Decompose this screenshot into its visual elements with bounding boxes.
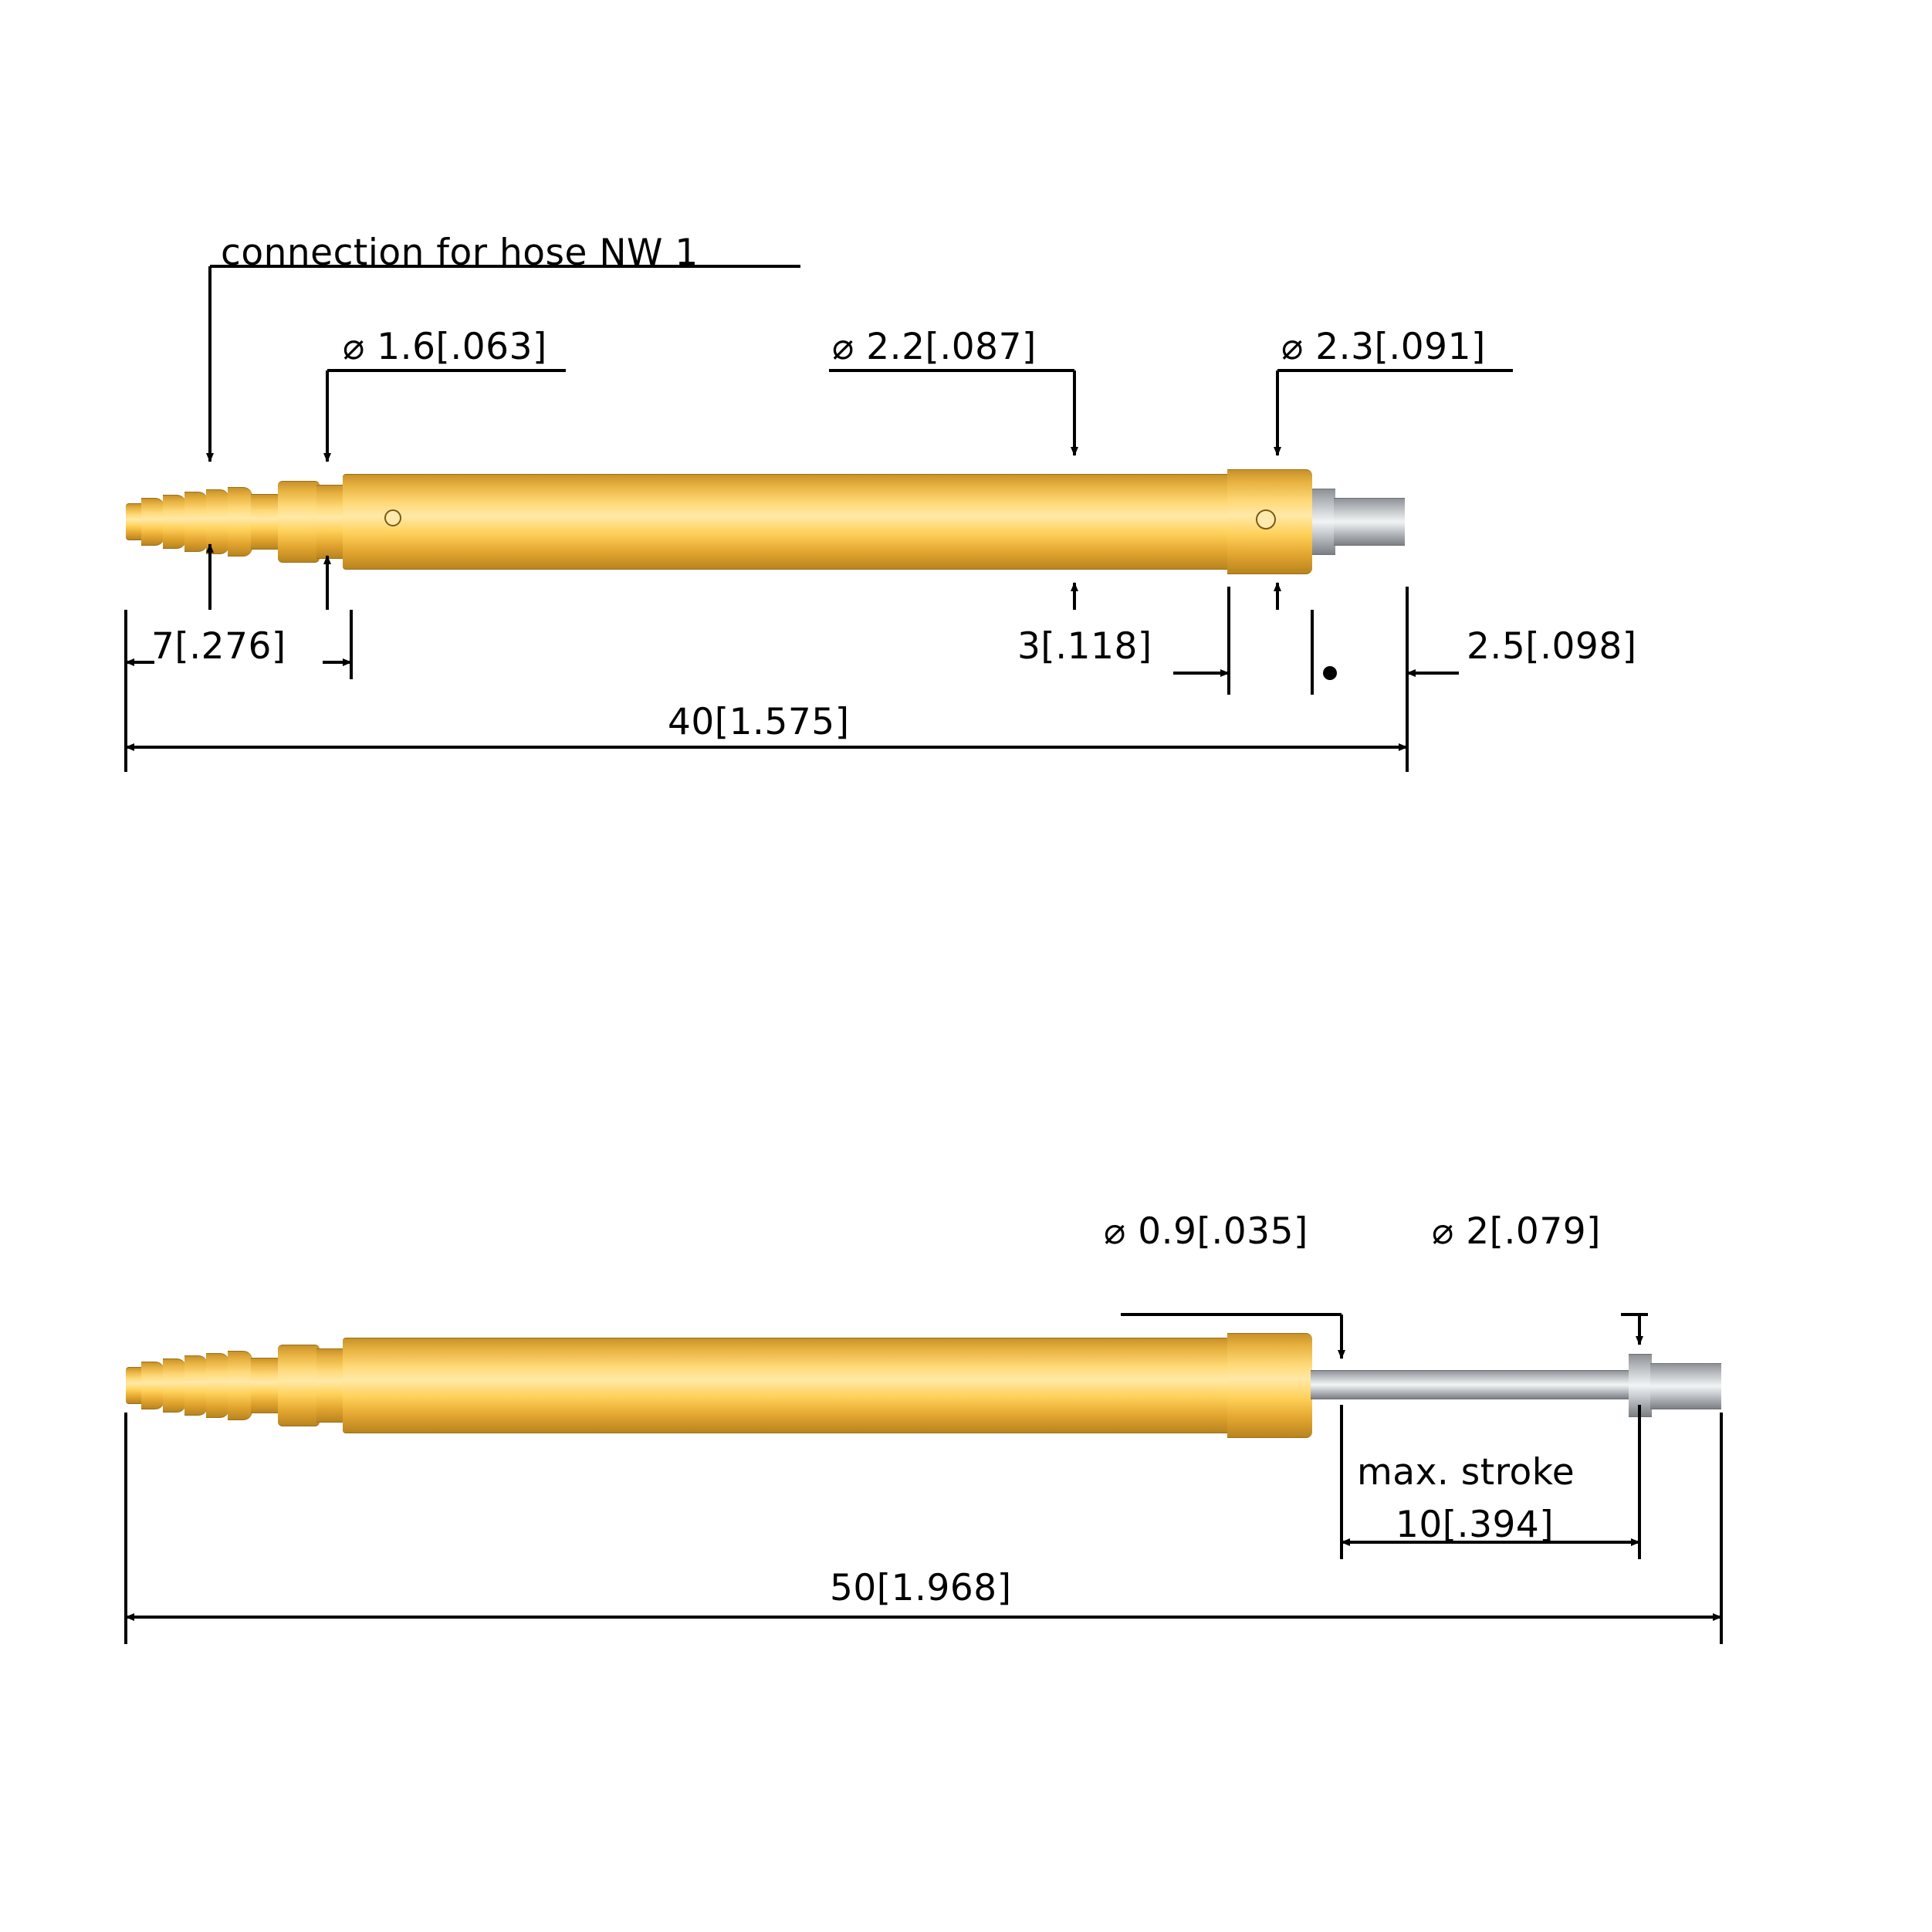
dim-dia-hose-barb: ⌀ 1.6[.063]: [343, 326, 547, 368]
dim-dia-tip-head: ⌀ 2[.079]: [1432, 1210, 1601, 1253]
hose-barb-tip-2: [126, 1367, 143, 1404]
dim-max-stroke-value: 10[.394]: [1396, 1504, 1555, 1546]
hose-barb-rib-1: [141, 498, 164, 546]
dim-len-step: 3[.118]: [1017, 625, 1152, 668]
hose-barb-rib-3-2: [184, 1355, 208, 1416]
hose-barb-rib-2-2: [163, 1358, 186, 1413]
hose-barb-rib-5-2: [228, 1351, 252, 1420]
label-max-stroke: max. stroke: [1357, 1451, 1575, 1494]
crown-tip-base: [1312, 489, 1335, 555]
hose-barb-rib-1-2: [141, 1362, 164, 1409]
hose-barb-rib-5: [228, 487, 252, 557]
barb-neck-2: [251, 1358, 280, 1413]
barb-neck: [251, 494, 280, 550]
main-barrel-front: [343, 474, 910, 570]
vent-hole-rear: [1256, 509, 1276, 530]
hose-barb-rib-2: [163, 495, 186, 549]
crown-tip-2: [1650, 1363, 1721, 1409]
main-barrel-rear: [910, 474, 1229, 570]
dim-dia-plunger: ⌀ 0.9[.035]: [1104, 1210, 1308, 1253]
dim-len-hose-barb: 7[.276]: [151, 625, 286, 668]
hose-barb-rib-3: [184, 492, 208, 552]
barb-collar-2: [278, 1345, 320, 1426]
main-barrel-front-2: [343, 1338, 910, 1433]
main-barrel-rear-2: [910, 1338, 1229, 1433]
hose-barb-rib-4: [206, 489, 229, 554]
dim-overall-length-retracted: 40[1.575]: [668, 701, 850, 743]
vent-hole-front: [384, 509, 401, 526]
dim-dia-barrel: ⌀ 2.2[.087]: [832, 326, 1037, 368]
hose-barb-rib-4-2: [206, 1353, 229, 1418]
hose-barb-tip: [126, 503, 143, 540]
plunger-rod: [1311, 1370, 1633, 1399]
barb-collar: [278, 481, 320, 563]
dim-dia-head: ⌀ 2.3[.091]: [1281, 326, 1486, 368]
plunger-head: [1629, 1354, 1652, 1417]
crown-tip: [1334, 498, 1405, 546]
dim-overall-length-extended: 50[1.968]: [830, 1567, 1012, 1609]
note-hose-connection: connection for hose NW 1: [221, 232, 699, 274]
head-collar-2: [1227, 1333, 1312, 1438]
dim-len-tip: 2.5[.098]: [1467, 625, 1637, 668]
